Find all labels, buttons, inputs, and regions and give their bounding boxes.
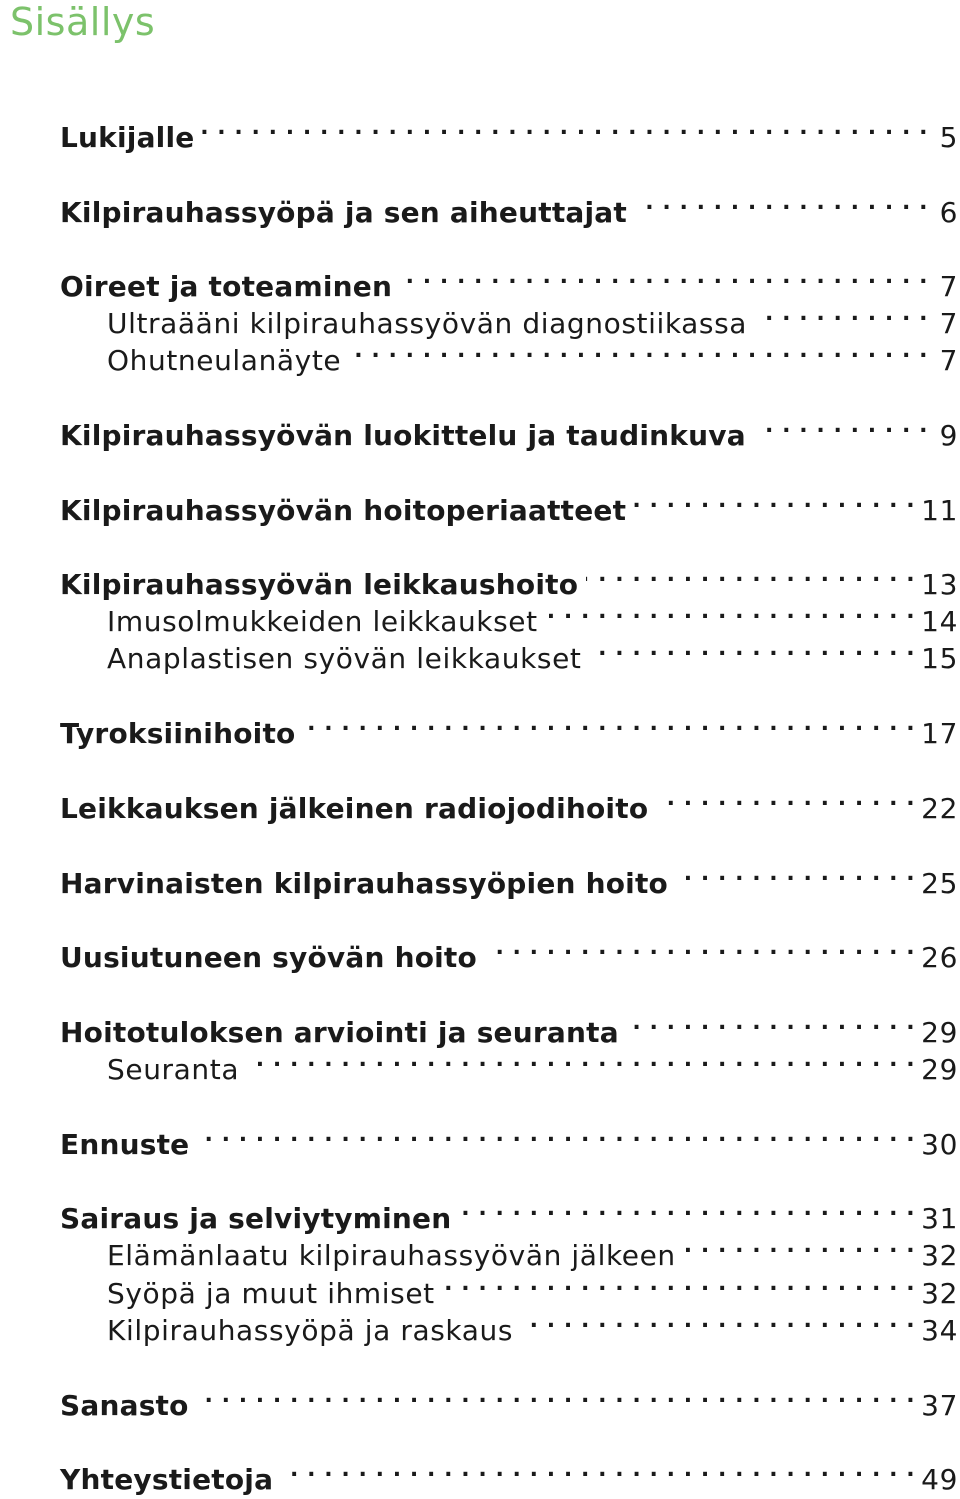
toc-entry-label: Uusiutuneen syövän hoito: [60, 941, 477, 974]
toc-entry-label: Ultraääni kilpirauhassyövän diagnostiikassa: [107, 307, 748, 340]
toc-entry-label: Harvinaisten kilpirauhassyöpien hoito: [60, 867, 668, 900]
toc-page-number: 14: [921, 605, 958, 638]
toc-subentry: [107, 295, 958, 340]
dot-leader: [197, 1377, 916, 1415]
toc-page-number: 11: [921, 494, 958, 527]
toc-page-number: 29: [921, 1016, 958, 1049]
dot-leader: [202, 109, 928, 147]
toc-entry: [60, 1451, 958, 1496]
toc-entry: [60, 258, 958, 303]
toc-entry-label: Elämänlaatu kilpirauhassyövän jälkeen: [107, 1239, 676, 1272]
toc-entry-label: Sairaus ja selviytyminen: [60, 1202, 452, 1235]
toc-page-number: 17: [921, 717, 958, 750]
toc-entry-label: Kilpirauhassyöpä ja raskaus: [107, 1314, 514, 1347]
toc-entry-label: Kilpirauhassyöpä ja sen aiheuttajat: [60, 196, 627, 229]
toc-subentry: [107, 593, 958, 638]
dot-leader: [684, 1227, 915, 1265]
toc-entry-label: Sanasto: [60, 1389, 189, 1422]
toc-subentry: [107, 1227, 958, 1272]
toc-entry-label: Ohutneulanäyte: [107, 344, 342, 377]
toc-page-number: 32: [921, 1239, 958, 1272]
toc-entry: [60, 929, 958, 974]
toc-page-number: 22: [921, 792, 958, 825]
toc-entry: [60, 482, 958, 527]
toc-page-number: 5: [939, 121, 958, 154]
toc-page-number: 6: [939, 196, 958, 229]
toc-page-number: 15: [921, 642, 958, 675]
dot-leader: [546, 593, 915, 631]
toc-entry-label: Leikkauksen jälkeinen radiojodihoito: [60, 792, 649, 825]
toc-subentry: [107, 1265, 958, 1310]
toc-page-number: 49: [921, 1463, 958, 1496]
toc-entry: [60, 1116, 958, 1161]
toc-page-number: 34: [921, 1314, 958, 1347]
toc-entry: [60, 109, 958, 154]
dot-leader: [656, 780, 915, 818]
toc-page-number: 29: [921, 1053, 958, 1086]
dot-leader: [247, 1041, 915, 1079]
dot-leader: [676, 855, 915, 893]
dot-leader: [349, 332, 928, 370]
dot-leader: [197, 1116, 915, 1154]
toc-page-number: 26: [921, 941, 958, 974]
toc-page-number: 7: [939, 307, 958, 340]
dot-leader: [459, 1190, 915, 1228]
page-title: Sisällys: [10, 0, 156, 44]
toc-entry: [60, 705, 958, 750]
toc-subentry: [107, 1302, 958, 1347]
toc-entry-label: Ennuste: [60, 1128, 190, 1161]
dot-leader: [400, 258, 928, 296]
toc-page-number: 9: [939, 419, 958, 452]
toc-entry-label: Yhteystietoja: [60, 1463, 274, 1496]
toc-page-number: 30: [921, 1128, 958, 1161]
toc-page-number: 32: [921, 1277, 958, 1310]
dot-leader: [635, 184, 928, 222]
dot-leader: [485, 929, 915, 967]
dot-leader: [443, 1265, 915, 1303]
toc-entry-label: Hoitotuloksen arviointi ja seuranta: [60, 1016, 619, 1049]
toc-entry: [60, 184, 958, 229]
dot-leader: [281, 1451, 915, 1489]
toc-page-number: 7: [939, 270, 958, 303]
dot-leader: [586, 556, 915, 594]
toc-entry: [60, 1004, 958, 1049]
toc-entry-label: Syöpä ja muut ihmiset: [107, 1277, 435, 1310]
toc-entry-label: Seuranta: [107, 1053, 240, 1086]
toc-entry-label: Kilpirauhassyövän hoitoperiaatteet: [60, 494, 627, 527]
toc-entry-label: Tyroksiinihoito: [60, 717, 296, 750]
toc-entry: [60, 780, 958, 825]
toc-entry-label: Anaplastisen syövän leikkaukset: [107, 642, 582, 675]
toc-page-number: 25: [921, 867, 958, 900]
toc-subentry: [107, 1041, 958, 1086]
dot-leader: [303, 705, 915, 743]
dot-leader: [755, 295, 928, 333]
toc-entry-label: Oireet ja toteaminen: [60, 270, 393, 303]
toc-entry-label: Imusolmukkeiden leikkaukset: [107, 605, 538, 638]
toc-subentry: [107, 332, 958, 377]
toc-entry: [60, 1190, 958, 1235]
dot-leader: [754, 407, 928, 445]
toc-entry: [60, 855, 958, 900]
toc-page-number: 7: [939, 344, 958, 377]
toc-entry: [60, 1377, 958, 1422]
toc-entry-label: Kilpirauhassyövän luokittelu ja taudinkuva: [60, 419, 746, 452]
toc-subentry: [107, 630, 958, 675]
dot-leader: [634, 482, 915, 520]
toc-entry: [60, 556, 958, 601]
dot-leader: [521, 1302, 915, 1340]
toc-entry: [60, 407, 958, 452]
toc-page-number: 31: [921, 1202, 958, 1235]
toc-page-number: 13: [921, 568, 958, 601]
dot-leader: [627, 1004, 915, 1042]
toc-page-number: 37: [921, 1389, 958, 1422]
toc-entry-label: Kilpirauhassyövän leikkaushoito: [60, 568, 579, 601]
dot-leader: [589, 630, 915, 668]
toc-entry-label: Lukijalle: [60, 121, 195, 154]
